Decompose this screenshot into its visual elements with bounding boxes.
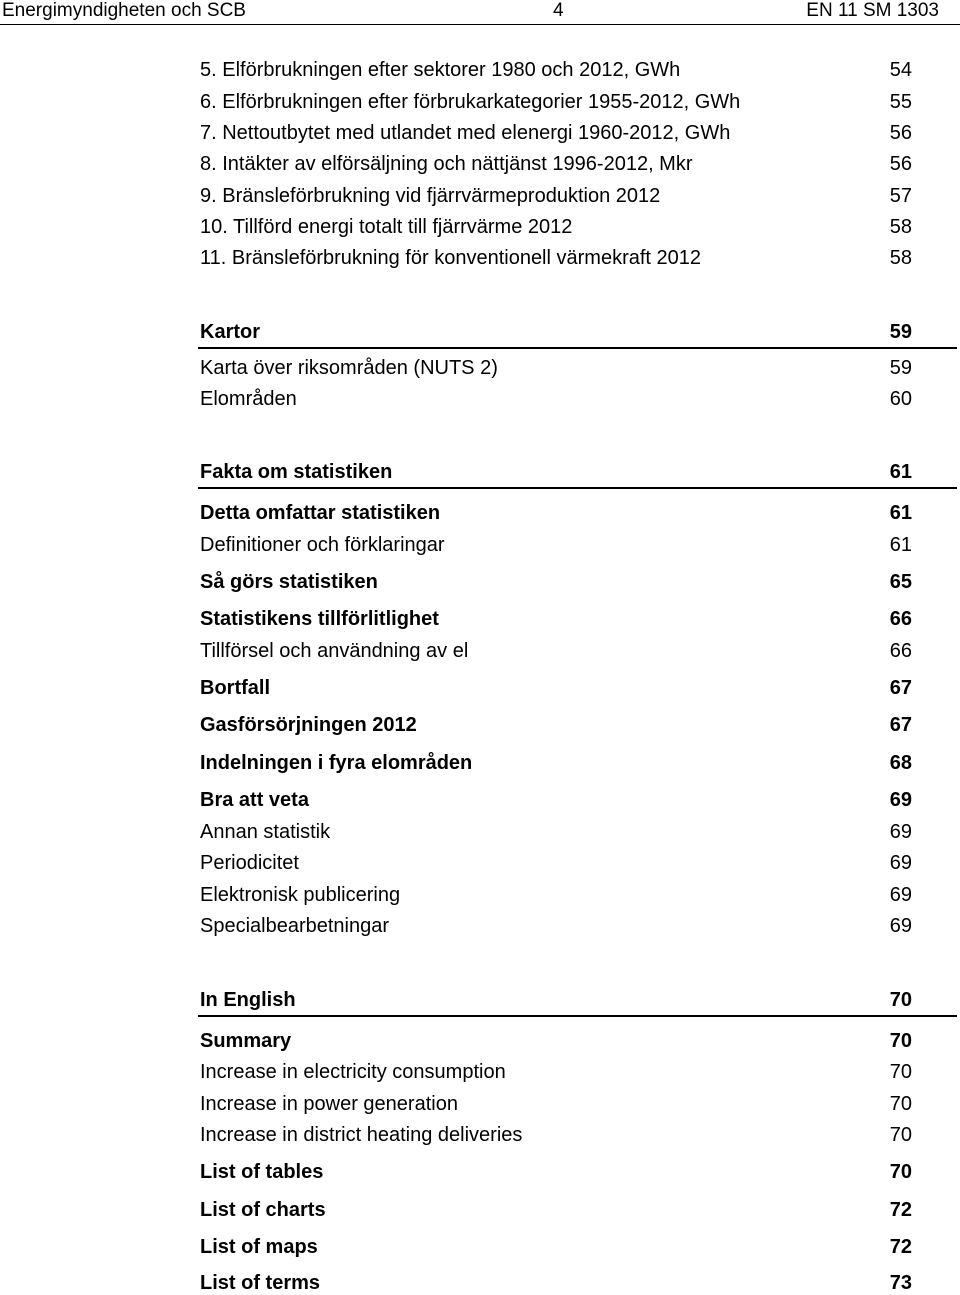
toc-entry-page: 61 — [889, 534, 912, 556]
toc-entry-page: 56 — [889, 122, 912, 144]
toc-entry-table-7[interactable] — [200, 121, 912, 145]
toc-entry-table-11[interactable] — [200, 246, 912, 270]
toc-entry-page: 67 — [889, 677, 912, 699]
toc-entry-label: Gasförsörjningen 2012 — [200, 714, 417, 736]
toc-entry-label: Summary — [200, 1030, 292, 1052]
toc-entry-table-10[interactable] — [200, 215, 912, 239]
toc-entry-summary[interactable] — [200, 1029, 912, 1053]
toc-entry-label: Elektronisk publicering — [200, 884, 401, 906]
toc-entry-page: 70 — [889, 1061, 912, 1083]
toc-entry-bra-att-veta[interactable] — [200, 788, 912, 812]
toc-entry-label: Annan statistik — [200, 821, 331, 843]
toc-entry-label: 6. Elförbrukningen efter förbrukarkategorier 1955-2012, GWh — [200, 91, 741, 113]
toc-entry-page: 59 — [889, 357, 912, 379]
toc-entry-label: List of tables — [200, 1161, 324, 1183]
toc-entry-label: 7. Nettoutbytet med utlandet med elenergi 1960-2012, GWh — [200, 122, 731, 144]
toc-entry-label: Tillförsel och användning av el — [200, 640, 469, 662]
section-divider — [198, 1015, 957, 1017]
toc-entry-label: Så görs statistiken — [200, 571, 378, 593]
toc-entry-increase-power[interactable] — [200, 1092, 912, 1116]
toc-entry-label: 5. Elförbrukningen efter sektorer 1980 och 2012, GWh — [200, 59, 681, 81]
toc-entry-label: List of maps — [200, 1236, 318, 1258]
toc-entry-increase-heating[interactable] — [200, 1123, 912, 1147]
header-publisher: Energimyndigheten och SCB — [2, 0, 246, 21]
toc-entry-label: Increase in power generation — [200, 1093, 458, 1115]
toc-entry-label: Statistikens tillförlitlighet — [200, 608, 439, 630]
toc-section-label: Kartor — [200, 321, 261, 343]
toc-entry-page: 56 — [889, 153, 912, 175]
toc-entry-list-of-tables[interactable] — [200, 1160, 912, 1184]
toc-entry-page: 58 — [889, 216, 912, 238]
toc-entry-table-5[interactable] — [200, 58, 912, 82]
toc-entry-page: 72 — [889, 1199, 912, 1221]
toc-entry-page: 73 — [889, 1272, 912, 1294]
toc-entry-page: 70 — [889, 1030, 912, 1052]
toc-entry-label: Elområden — [200, 388, 297, 410]
toc-entry-label: Increase in electricity consumption — [200, 1061, 506, 1083]
toc-entry-annan-statistik[interactable] — [200, 820, 912, 844]
toc-entry-label: Periodicitet — [200, 852, 299, 874]
toc-entry-label: Detta omfattar statistiken — [200, 502, 441, 524]
toc-entry-label: Bra att veta — [200, 789, 309, 811]
toc-entry-karta-nuts[interactable] — [200, 356, 912, 380]
toc-entry-page: 69 — [889, 915, 912, 937]
toc-entry-label: 8. Intäkter av elförsäljning och nättjänst 1996-2012, Mkr — [200, 153, 693, 175]
toc-entry-page: 55 — [889, 91, 912, 113]
toc-entry-page: 68 — [889, 752, 912, 774]
toc-entry-label: 11. Bränsleförbrukning för konventionell värmekraft 2012 — [200, 247, 702, 269]
toc-entry-tillforsel[interactable] — [200, 639, 912, 663]
toc-entry-tillforlitlighet[interactable] — [200, 607, 912, 631]
toc-section-page: 61 — [889, 461, 912, 483]
toc-entry-page: 70 — [889, 1093, 912, 1115]
toc-entry-label: 9. Bränsleförbrukning vid fjärrvärmeproduktion 2012 — [200, 185, 661, 207]
page-header — [0, 0, 960, 25]
toc-entry-elomraden[interactable] — [200, 387, 912, 411]
toc-entry-elektronisk[interactable] — [200, 883, 912, 907]
toc-entry-table-8[interactable] — [200, 152, 912, 176]
toc-entry-periodicitet[interactable] — [200, 851, 912, 875]
toc-section-label: In English — [200, 989, 296, 1011]
toc-entry-increase-consumption[interactable] — [200, 1060, 912, 1084]
toc-entry-page: 72 — [889, 1236, 912, 1258]
toc-entry-list-of-maps[interactable] — [200, 1235, 912, 1259]
toc-entry-label: Karta över riksområden (NUTS 2) — [200, 357, 498, 379]
toc-entry-table-6[interactable] — [200, 90, 912, 114]
toc-entry-label: Increase in district heating deliveries — [200, 1124, 523, 1146]
toc-entry-page: 54 — [889, 59, 912, 81]
toc-entry-table-9[interactable] — [200, 184, 912, 208]
toc-section-fakta[interactable] — [200, 460, 912, 484]
toc-entry-page: 61 — [889, 502, 912, 524]
toc-entry-sa-gors[interactable] — [200, 570, 912, 594]
toc-entry-page: 57 — [889, 185, 912, 207]
toc-entry-page: 70 — [889, 1161, 912, 1183]
toc-section-page: 59 — [889, 321, 912, 343]
section-divider — [198, 347, 957, 349]
section-divider — [198, 487, 957, 489]
header-series-code: EN 11 SM 1303 — [806, 0, 939, 21]
toc-entry-list-of-terms[interactable] — [200, 1271, 912, 1295]
toc-entry-label: List of terms — [200, 1272, 321, 1294]
toc-entry-page: 67 — [889, 714, 912, 736]
toc-entry-page: 60 — [889, 388, 912, 410]
toc-entry-page: 65 — [889, 571, 912, 593]
toc-section-page: 70 — [889, 989, 912, 1011]
toc-entry-bortfall[interactable] — [200, 676, 912, 700]
toc-entry-definitioner[interactable] — [200, 533, 912, 557]
toc-entry-specialbearbetningar[interactable] — [200, 914, 912, 938]
toc-entry-label: Definitioner och förklaringar — [200, 534, 445, 556]
toc-section-in-english[interactable] — [200, 988, 912, 1012]
header-page-number: 4 — [553, 0, 564, 21]
toc-entry-page: 58 — [889, 247, 912, 269]
toc-entry-page: 66 — [889, 640, 912, 662]
toc-entry-label: 10. Tillförd energi totalt till fjärrvärme 2012 — [200, 216, 573, 238]
toc-entry-gasforsorjningen[interactable] — [200, 713, 912, 737]
toc-entry-page: 69 — [889, 789, 912, 811]
toc-entry-label: Indelningen i fyra elområden — [200, 752, 473, 774]
toc-entry-indelningen[interactable] — [200, 751, 912, 775]
toc-entry-page: 66 — [889, 608, 912, 630]
toc-section-label: Fakta om statistiken — [200, 461, 393, 483]
toc-entry-page: 69 — [889, 852, 912, 874]
toc-section-kartor[interactable] — [200, 320, 912, 344]
toc-entry-label: List of charts — [200, 1199, 326, 1221]
toc-entry-page: 70 — [889, 1124, 912, 1146]
toc-entry-list-of-charts[interactable] — [200, 1198, 912, 1222]
toc-entry-label: Specialbearbetningar — [200, 915, 390, 937]
toc-entry-label: Bortfall — [200, 677, 270, 699]
toc-entry-page: 69 — [889, 884, 912, 906]
toc-entry-detta-omfattar[interactable] — [200, 501, 912, 525]
toc-entry-page: 69 — [889, 821, 912, 843]
